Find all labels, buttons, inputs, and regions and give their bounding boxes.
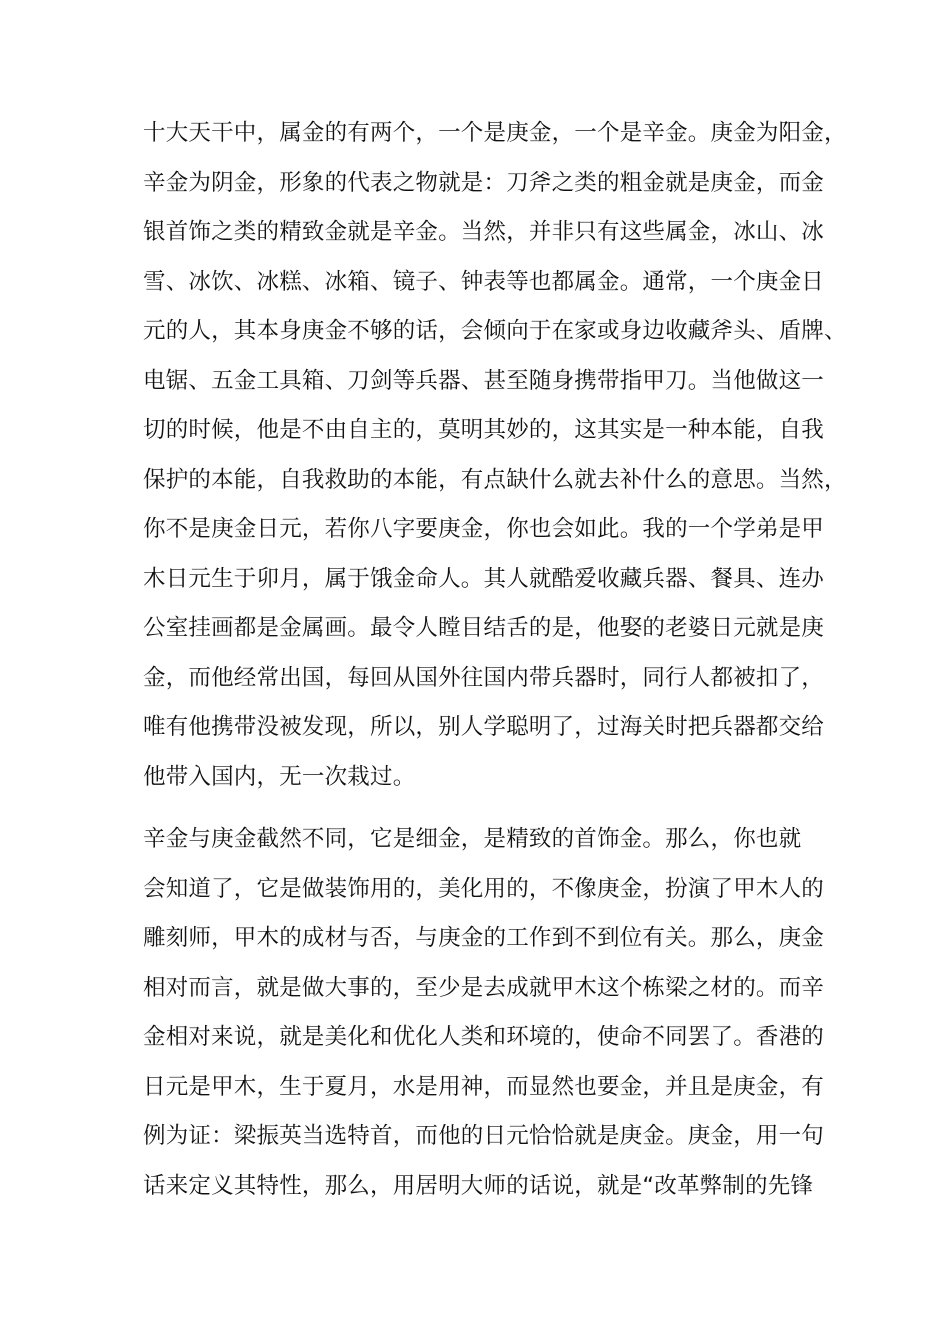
- paragraph-geng-xin-metal: [143, 114, 847, 807]
- text-line: 话来定义其特性，那么，用居明大师的话说，就是“改革弊制的先锋: [143, 1172, 814, 1199]
- text-line: 辛金为阴金，形象的代表之物就是：刀斧之类的粗金就是庚金，而金: [143, 169, 825, 196]
- text-line: 切的时候，他是不由自主的，莫明其妙的，这其实是一种本能，自我: [143, 417, 825, 443]
- text-line: 十大天干中，属金的有两个，一个是庚金，一个是辛金。庚金为阳金，: [143, 120, 847, 146]
- text-line: 银首饰之类的精致金就是辛金。当然，并非只有这些属金，冰山、冰: [143, 219, 825, 245]
- text-line: 你不是庚金日元，若你八字要庚金，你也会如此。我的一个学弟是甲: [143, 516, 825, 542]
- text-line: 雪、冰饮、冰糕、冰箱、镜子、钟表等也都属金。通常，一个庚金日: [143, 268, 825, 295]
- paragraph-xin-metal: [143, 820, 823, 1216]
- text-line: 唯有他携带没被发现，所以，别人学聪明了，过海关时把兵器都交给: [143, 714, 825, 740]
- text-line: 木日元生于卯月，属于饿金命人。其人就酷爱收藏兵器、餐具、连办: [143, 565, 825, 592]
- text-line: 雕刻师，甲木的成材与否，与庚金的工作到不到位有关。那么，庚金: [143, 925, 825, 951]
- text-line: 金相对来说，就是美化和优化人类和环境的，使命不同罢了。香港的: [143, 1024, 825, 1050]
- text-line: 日元是甲木，生于夏月，水是用神，而显然也要金，并且是庚金，有: [143, 1073, 825, 1100]
- text-line: 会知道了，它是做装饰用的，美化用的，不像庚金，扮演了甲木人的: [143, 875, 825, 902]
- text-line: 相对而言，就是做大事的，至少是去成就甲木这个栋梁之材的。而辛: [143, 974, 825, 1001]
- text-line: 金，而他经常出国，每回从国外往国内带兵器时，同行人都被扣了，: [143, 664, 825, 691]
- text-line: 保护的本能，自我救助的本能，有点缺什么就去补什么的意思。当然，: [143, 466, 847, 493]
- text-line: 电锯、五金工具箱、刀剑等兵器、甚至随身携带指甲刀。当他做这一: [143, 367, 825, 394]
- text-line: 辛金与庚金截然不同，它是细金，是精致的首饰金。那么，你也就: [143, 826, 802, 852]
- text-line: 元的人，其本身庚金不够的话，会倾向于在家或身边收藏斧头、盾牌、: [143, 318, 847, 344]
- text-line: 公室挂画都是金属画。最令人瞠目结舌的是，他娶的老婆日元就是庚: [143, 615, 825, 641]
- text-line: 他带入国内，无一次栽过。: [143, 763, 416, 790]
- text-line: 例为证：梁振英当选特首，而他的日元恰恰就是庚金。庚金，用一句: [143, 1123, 825, 1149]
